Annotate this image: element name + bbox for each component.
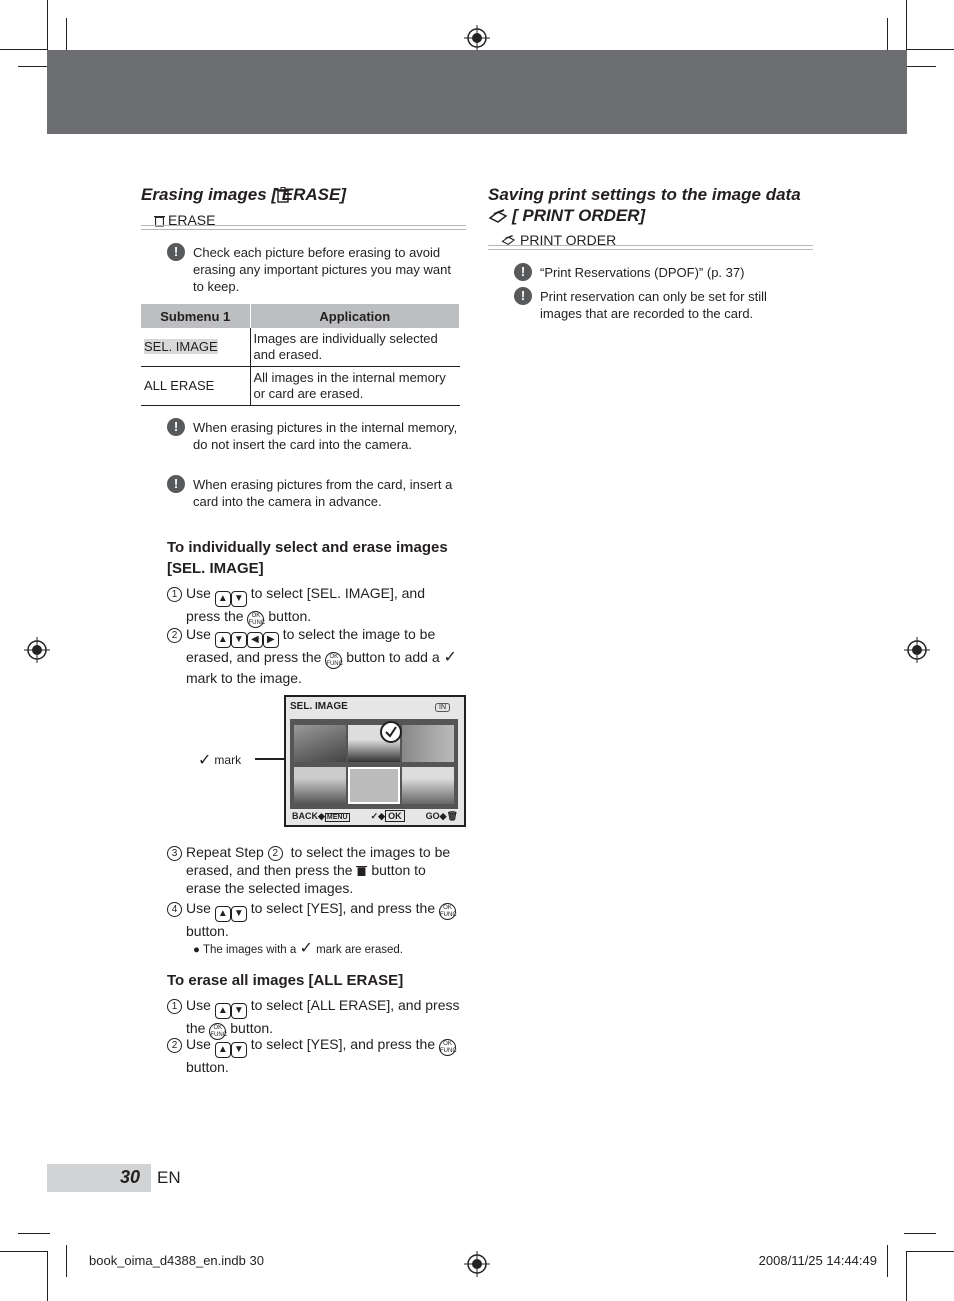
all-erase-step-1 <box>167 996 462 1040</box>
table-cell: Images are individually selected and erased. <box>250 328 460 367</box>
crop-mark <box>0 1251 47 1252</box>
divider <box>141 225 466 230</box>
down-button-icon: ▼ <box>231 591 247 607</box>
menu-path-label: ERASE <box>168 212 216 228</box>
warning-icon: ! <box>514 287 532 305</box>
up-button-icon: ▲ <box>215 1042 231 1058</box>
note-text: When erasing pictures from the card, insert a card into the camera in advance. <box>193 477 453 509</box>
note-internal-memory <box>167 419 465 453</box>
mark-callout <box>198 750 241 770</box>
submenu-sel-image: SEL. IMAGE <box>144 339 218 354</box>
check-mark-icon: ✓ <box>198 752 212 769</box>
check-mark-icon <box>380 721 402 743</box>
table-header: Submenu 1 <box>141 304 250 328</box>
note-text: “Print Reservations (DPOF)” (p. 37) <box>540 265 745 280</box>
check-mark-icon: ✓ <box>443 649 457 666</box>
table-row <box>141 367 460 406</box>
right-button-icon: ▶ <box>263 632 279 648</box>
down-button-icon: ▼ <box>231 1003 247 1019</box>
down-button-icon: ▼ <box>231 1042 247 1058</box>
up-button-icon: ▲ <box>215 632 231 648</box>
ok-button-icon: OK FUNC <box>248 613 266 626</box>
down-button-icon: ▼ <box>231 632 247 648</box>
check-mark-icon: ✓ <box>299 940 313 957</box>
ok-hint: ✓◆ OK <box>371 811 405 822</box>
trash-icon <box>276 187 290 203</box>
table-cell <box>141 328 250 367</box>
screen-title: SEL. IMAGE <box>290 701 348 712</box>
registration-mark-icon <box>904 637 930 663</box>
step-text: Use ▲ ▼ to select [SEL. IMAGE], and press the OK FUNC button. <box>186 585 425 626</box>
table-header-row <box>141 304 460 328</box>
trash-icon <box>356 864 367 877</box>
note-text: When erasing pictures in the internal memory, do not insert the card into the camera. <box>193 420 458 452</box>
warning-icon: ! <box>167 418 185 436</box>
language-code: EN <box>157 1168 181 1187</box>
step-text: Use ▲ ▼ to select [YES], and press the OK FUNC button. <box>186 1036 457 1075</box>
submenu-table <box>141 304 460 406</box>
ok-button-icon: OK FUNC <box>326 654 343 667</box>
crop-mark <box>907 1251 954 1252</box>
crop-mark <box>0 49 47 50</box>
note-still-images <box>514 288 804 322</box>
divider <box>488 245 813 250</box>
crop-mark <box>904 66 936 67</box>
step-text: Use ▲ ▼ ◀ ▶ to select the image to be erased, and press the OK FUNC button to add a ✓ mark to the image. <box>186 626 457 686</box>
thumbnail-selected <box>348 767 400 804</box>
up-button-icon: ▲ <box>215 1003 231 1019</box>
internal-memory-badge: IN <box>435 703 450 712</box>
ok-button-icon: OK FUNC <box>440 905 457 918</box>
step-text: Repeat Step 2 to select the images to be erased, and then press the button to erase the selected images. <box>186 844 451 896</box>
step-reference: 2 <box>268 846 283 861</box>
crop-mark <box>907 49 954 50</box>
note-card <box>167 476 465 510</box>
warning-icon: ! <box>167 475 185 493</box>
subhead-sel-image: To individually select and erase images [SEL. IMAGE] <box>167 539 448 577</box>
crop-mark <box>66 18 67 50</box>
crop-mark <box>904 1233 936 1234</box>
up-button-icon: ▲ <box>215 906 231 922</box>
footer-file: book_oima_d4388_en.indb 30 <box>89 1253 264 1268</box>
back-menu-hint: BACK◆ MENU <box>292 811 348 821</box>
step-number: 4 <box>167 902 182 917</box>
note-check-before-erase <box>167 244 465 295</box>
ok-button-icon: OK FUNC <box>210 1025 228 1038</box>
note-text: Print reservation can only be set for still images that are recorded to the card. <box>540 289 767 321</box>
crop-mark <box>47 1251 48 1301</box>
crop-mark <box>906 0 907 50</box>
step-number: 3 <box>167 846 182 861</box>
thumbnail <box>402 725 454 762</box>
title-text: [ PRINT ORDER] <box>512 206 646 225</box>
left-button-icon: ◀ <box>247 632 263 648</box>
note-text: Check each picture before erasing to avoid erasing any important pictures you may want to keep. <box>193 245 451 294</box>
print-icon <box>488 208 510 224</box>
step-number: 1 <box>167 999 182 1014</box>
page-number: 30 <box>120 1167 141 1187</box>
registration-mark-icon <box>24 637 50 663</box>
crop-mark <box>18 1233 50 1234</box>
down-button-icon: ▼ <box>231 906 247 922</box>
bullet-erased: ● The images with a ✓ mark are erased. <box>193 940 404 957</box>
step-number: 2 <box>167 1038 182 1053</box>
header-bar <box>47 50 907 134</box>
step-2 <box>167 625 462 687</box>
step-number: 2 <box>167 628 182 643</box>
thumbnail <box>294 767 346 804</box>
footer-timestamp: 2008/11/25 14:44:49 <box>758 1253 877 1268</box>
section-title-print-order: Saving print settings to the image data <box>488 185 801 204</box>
thumbnail <box>402 767 454 804</box>
registration-mark-icon <box>464 1251 490 1277</box>
go-hint: GO◆🗑 <box>425 811 458 821</box>
warning-icon: ! <box>167 243 185 261</box>
table-row <box>141 328 460 367</box>
camera-screen <box>284 695 466 827</box>
step-1 <box>167 584 462 628</box>
up-button-icon: ▲ <box>215 591 231 607</box>
thumbnail <box>294 725 346 762</box>
menu-path-label: PRINT ORDER <box>520 232 617 248</box>
ok-button-icon: OK FUNC <box>440 1041 457 1054</box>
warning-icon: ! <box>514 263 532 281</box>
step-text: Use ▲ ▼ to select [ALL ERASE], and press the OK FUNC button. <box>186 997 460 1038</box>
table-cell: ALL ERASE <box>141 367 250 406</box>
screen-footer <box>292 811 458 822</box>
crop-mark <box>887 18 888 50</box>
crop-mark <box>66 1245 67 1277</box>
section-title-print-order-line2 <box>488 205 645 226</box>
step-4 <box>167 899 462 940</box>
table-header: Application <box>250 304 460 328</box>
all-erase-step-2 <box>167 1035 462 1076</box>
crop-mark <box>906 1251 907 1301</box>
crop-mark <box>47 0 48 50</box>
subhead-all-erase: To erase all images [ALL ERASE] <box>167 972 404 989</box>
step-text: Use ▲ ▼ to select [YES], and press the OK FUNC button. <box>186 900 457 939</box>
table-cell: All images in the internal memory or card are erased. <box>250 367 460 406</box>
registration-mark-icon <box>464 25 490 51</box>
crop-mark <box>887 1245 888 1277</box>
note-dpof <box>514 264 804 281</box>
step-number: 1 <box>167 587 182 602</box>
thumbnail-grid <box>290 719 458 809</box>
step-3 <box>167 843 462 897</box>
section-title-erase: Erasing images [ ERASE] <box>141 185 347 204</box>
mark-label: mark <box>214 753 242 767</box>
crop-mark <box>18 66 50 67</box>
